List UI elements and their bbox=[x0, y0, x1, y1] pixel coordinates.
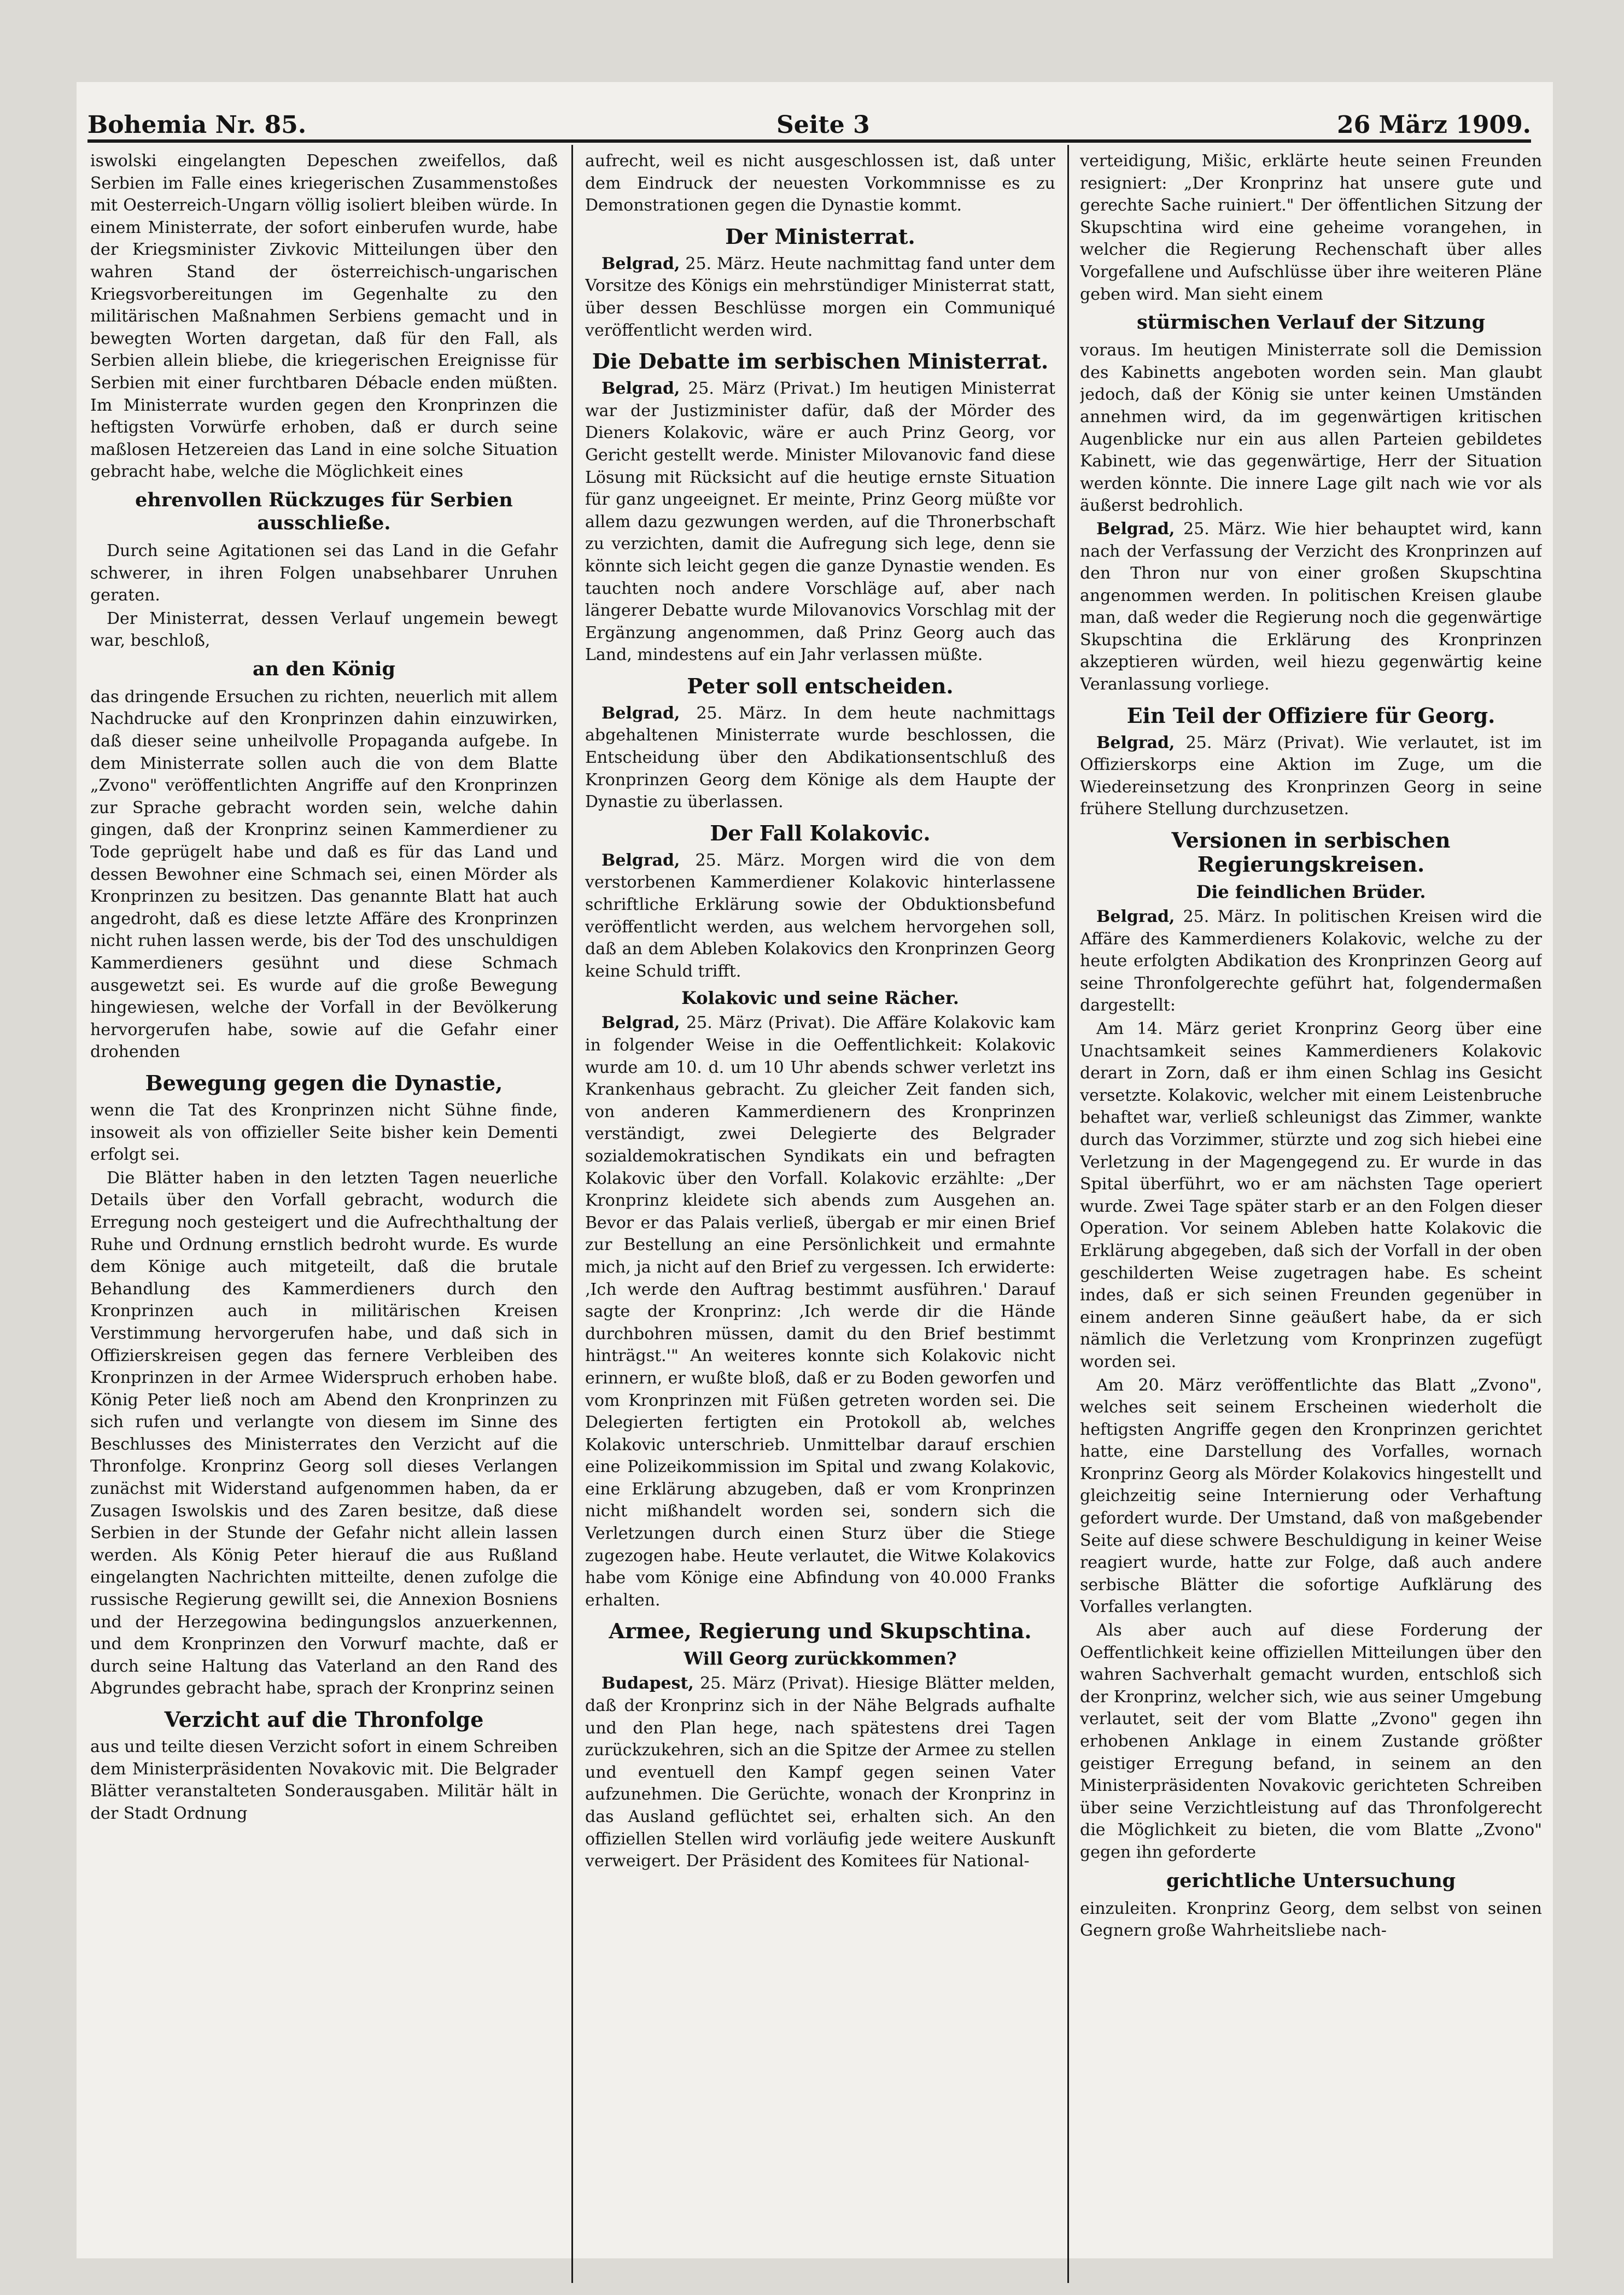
paragraph: das dringende Ersuchen zu richten, neuerlich mit allem Nachdrucke auf den Kronprinzen dahin einzuwirken, daß dieser seine unheilvolle Propaganda aufgebe. In dem Ministerrate sollen auch die von dem Blatte „Zvono" veröffentlichten Angriffe auf den Kronprinzen zur Sprache gebracht worden sein, welche dahin gingen, daß der Kronprinz seinen Kammerdiener zu Tode geprügelt habe und daß es für das Land und dessen Bewohner eine Schmach sei, einen Mörder als Kronprinzen zu besitzen. Das genannte Blatt hat auch angedroht, daß es diese letzte Affäre des Kronprinzen nicht ruhen lassen werde, bis der Tod des unschuldigen Kammerdieners gesühnt und diese Schmach ausgewetzt sei. Es wurde auf die große Bewegung hingewiesen, welche der Vorfall in der Bevölkerung hervorgerufen habe, sowie auf die Gefahr einer drohenden bbox=[90, 687, 558, 1062]
paragraph: Der Ministerrat, dessen Verlauf ungemein bewegt war, beschloß, bbox=[90, 609, 558, 651]
paragraph: iswolski eingelangten Depeschen zweifellos, daß Serbien im Falle eines kriegerischen Zusammenstoßes mit Oesterreich-Ungarn völlig isoliert bleiben würde. In einem Ministerrate, der sofort einberufen wurde, habe der Kriegsminister Zivkovic Mitteilungen über den wahren Stand der österreichisch-ungarischen Kriegsvorbereitungen im Gegenhalte zu den militärischen Maßnahmen Serbiens gemacht und in bewegten Worten dargetan, daß für den Fall, als Serbien allein bliebe, die kriegerischen Ereignisse für Serbien mit einer furchtbaren Débacle enden müßten. Im Ministerrate wurden gegen den Kronprinzen die heftigsten Vorwürfe erhoben, daß er durch seine maßlosen Hetzereien das Land in eine solche Situation gebracht habe, welche die Möglichkeit eines bbox=[90, 151, 558, 482]
paragraph-text: 25. März (Privat.) Im heutigen Ministerrat war der Justizminister dafür, daß der Mörder des Dieners Kolakovic, wäre er auch Prinz Georg, vor Gericht gestellt werde. Minister Milovanovic fand diese Lösung mit Rücksicht auf die heutige ernste Situation für ganz ungeeignet. Er meinte, Prinz Georg müßte vor allem dazu gezwungen werden, auf die Thronerbschaft zu verzichten, damit die Aufregung sich lege, denn sie könnte sich leicht gegen die ganze Dynastie wenden. Es tauchten noch andere Vorschläge auf, aber nach längerer Debatte wurde Milovanovics Vorschlag mit der Ergänzung angenommen, daß Prinz Georg auch das Land, mindestens auf ein Jahr verlassen müßte. bbox=[585, 379, 1055, 665]
section-heading: Verzicht auf die Thronfolge bbox=[164, 1707, 484, 1732]
section-heading: Armee, Regierung und Skupschtina. bbox=[609, 1619, 1032, 1644]
paragraph: verteidigung, Mišic, erklärte heute seinen Freunden resigniert: „Der Kronprinz hat unsere gute und gerechte Sache ruiniert." Der öffentlichen Sitzung der Skupschtina wird eine geheime vorangehen, in welcher die Regierung Rechenschaft über alles Vorgefallene und Aufschlüsse über ihre weiteren Pläne geben wird. Man sieht einem bbox=[1080, 151, 1542, 304]
issue-number: Bohemia Nr. 85. bbox=[87, 111, 307, 139]
section-heading: Ein Teil der Offiziere für Georg. bbox=[1126, 703, 1496, 728]
paragraph: Am 14. März geriet Kronprinz Georg über eine Unachtsamkeit seines Kammerdieners Kolakovic derart in Zorn, daß er ihm einen Schlag ins Gesicht versetzte. Kolakovic, welcher mit einem Leistenbruche behaftet war, verließ schleunigst das Zimmer, wankte durch das Vorzimmer, stürzte und zog sich hiebei eine Verletzung in der Magengegend zu. Er wurde in das Spital überführt, wo er am nächsten Tage operiert wurde. Zwei Tage später starb er an den Folgen dieser Operation. Vor seinem Ableben hatte Kolakovic die Erklärung abgegeben, daß sich der Vorfall in der oben geschilderten Weise zugetragen habe. Es scheint indes, daß er sich seinen Freunden gegenüber in einem anderen Sinne geäußert habe, da er sich nämlich die Verletzung vom Kronprinzen zugefügt worden sei. bbox=[1080, 1019, 1542, 1371]
paragraph-text: 25. März (Privat). Hiesige Blätter melden, daß der Kronprinz sich in der Nähe Belgrads aufhalte und den Plan hege, nach spätestens drei Tagen zurückzukehren, sich an die Spitze der Armee zu stellen und eventuell den Kampf gegen seinen Vater aufzunehmen. Die Gerüchte, wonach der Kronprinz in das Ausland geflüchtet sei, erhalten sich. An den offiziellen Stellen wird vorläufig jede weitere Auskunft verweigert. Der Präsident des Komitees für National- bbox=[585, 1674, 1055, 1871]
paragraph-text: 25. März. In dem heute nachmittags abgehaltenen Ministerrate wurde beschlossen, die Entscheidung über den Abdikationsentschluß des Kronprinzen Georg dem Könige als dem Haupte der Dynastie zu überlassen. bbox=[585, 703, 1055, 812]
dateline: Belgrad, bbox=[601, 254, 680, 273]
paragraph: Als aber auch auf diese Forderung der Oeffentlichkeit keine offiziellen Mitteilungen über den wahren Sachverhalt gemacht wurden, entschloß sich der Kronprinz, welcher sich, wie aus seiner Umgebung verlautet, seit der vom Blatte „Zvono" gegen ihn erhobenen Anklage in einem Zustande größter geistiger Erregung befand, in seinem an den Ministerpräsidenten Novakovic gerichteten Schreiben über seine Verzichtleistung auf das Thronfolgerecht die Möglichkeit zu bieten, die vom Blatte „Zvono" gegen ihn geforderte bbox=[1080, 1621, 1542, 1862]
paragraph-text: 25. März. Heute nachmittag fand unter dem Vorsitze des Königs ein mehrstündiger Ministerrat statt, über dessen Beschlüsse morgen ein Communiqué veröffentlicht werden wird. bbox=[585, 254, 1055, 340]
dateline: Belgrad, bbox=[1096, 907, 1175, 927]
paragraph: aufrecht, weil es nicht ausgeschlossen ist, daß unter dem Eindruck der neuesten Vorkommnisse es zu Demonstrationen gegen die Dynastie kommt. bbox=[585, 151, 1055, 215]
page-number: Seite 3 bbox=[776, 111, 870, 139]
paragraph bbox=[1080, 518, 1542, 696]
section-heading: Peter soll entscheiden. bbox=[687, 673, 954, 698]
paragraph bbox=[585, 1673, 1055, 1872]
inline-heading: gerichtliche Untersuchung bbox=[1166, 1869, 1456, 1892]
section-heading: Die Debatte im serbischen Ministerrat. bbox=[592, 349, 1049, 374]
paragraph: Am 20. März veröffentlichte das Blatt „Zvono", welches seit seinem Erscheinen wiederholt die heftigsten Angriffe gegen den Kronprinzen gerichtet hatte, eine Darstellung des Vorfalles, wornach Kronprinz Georg als Mörder Kolakovics hingestellt und gleichzeitig seine Internierung oder Verhaftung gefordert wurde. Der Umstand, daß von maßgebender Seite auf diese schwere Beschuldigung in keiner Weise reagiert wurde, hatte zur Folge, daß auch andere serbische Blätter die sofortige Aufklärung des Vorfalles verlangten. bbox=[1080, 1375, 1542, 1617]
paragraph-text: 25. März. Wie hier behauptet wird, kann nach der Verfassung der Verzicht des Kronprinzen auf den Thron nur von einer großen Skupschtina angenommen werden. In politischen Kreisen glaube man, daß weder die Regierung noch die gegenwärtige Skupschtina die Erklärung des Kronprinzen akzeptieren würden, weil hiezu gegenwärtig keine Veranlassung vorliege. bbox=[1080, 519, 1542, 694]
inline-heading: ehrenvollen Rückzuges für Serbien ausschließe. bbox=[135, 488, 513, 534]
paragraph: wenn die Tat des Kronprinzen nicht Sühne finde, insoweit als von offizieller Seite bisher kein Dementi erfolgt sei. bbox=[90, 1100, 558, 1165]
paragraph-text: 25. März. In politischen Kreisen wird die Affäre des Kammerdieners Kolakovic, welche zu der heute erfolgten Abdikation des Kronprinzen Georg auf seine Thronfolgerechte geführt hat, folgendermaßen dargestellt: bbox=[1080, 907, 1542, 1015]
header-rule bbox=[87, 139, 1531, 143]
paragraph-text: 25. März. Morgen wird die von dem verstorbenen Kammerdiener Kolakovic hinterlassene schriftliche Erklärung sowie der Obduktionsbefund veröffentlicht werden, aus welchem hervorgehen soll, daß an dem Ableben Kolakovics den Kronprinzen Georg keine Schuld trifft. bbox=[585, 850, 1055, 981]
section-heading: Der Ministerrat. bbox=[725, 224, 915, 249]
sub-heading: Kolakovic und seine Rächer. bbox=[681, 988, 959, 1009]
dateline: Belgrad, bbox=[601, 379, 680, 399]
paragraph: Durch seine Agitationen sei das Land in die Gefahr schwerer, in ihren Folgen unabsehbarer Unruhen geraten. bbox=[90, 541, 558, 605]
paragraph: aus und teilte diesen Verzicht sofort in einem Schreiben dem Ministerpräsidenten Novakovic mit. Die Belgrader Blätter veranstalteten Sonderausgaben. Militär hält in der Stadt Ordnung bbox=[90, 1737, 558, 1823]
inline-heading: an den König bbox=[253, 657, 395, 680]
page-header bbox=[87, 101, 1531, 150]
paragraph bbox=[585, 1012, 1055, 1611]
column-3 bbox=[1080, 150, 1542, 2283]
paragraph bbox=[1080, 732, 1542, 821]
dateline: Belgrad, bbox=[601, 703, 680, 723]
paragraph-text: 25. März (Privat). Wie verlautet, ist im Offizierskorps eine Aktion im Zuge, um die Wiedereinsetzung des Kronprinzen Georg in seine frühere Stellung durchzusetzen. bbox=[1080, 733, 1542, 819]
dateline: Belgrad, bbox=[1096, 733, 1175, 752]
sub-heading: Die feindlichen Brüder. bbox=[1196, 881, 1426, 903]
inline-heading: stürmischen Verlauf der Sitzung bbox=[1136, 311, 1486, 334]
paragraph bbox=[585, 850, 1055, 983]
paragraph bbox=[585, 703, 1055, 814]
column-divider bbox=[571, 145, 573, 2283]
paragraph: einzuleiten. Kronprinz Georg, dem selbst von seinen Gegnern große Wahrheitsliebe nach- bbox=[1080, 1899, 1542, 1941]
dateline: Belgrad, bbox=[601, 850, 680, 870]
paragraph-text: 25. März (Privat). Die Affäre Kolakovic kam in folgender Weise in die Oeffentlichkeit: Kolakovic wurde am 10. d. um 10 Uhr abends schwer verletzt ins Krankenhaus gebracht. Zu gleicher Zeit fanden sich, von anderen Kammerdienern des Kronprinzen verständigt, zwei Delegierte des Belgrader sozialdemokratischen Syndikats ein und befragten Kolakovic über den Vorfall. Kolakovic erzählte: „Der Kronprinz kleidete sich abends zum Ausgehen an. Bevor er das Palais verließ, übergab er mir einen Brief zur Bestellung an eine Persönlichkeit und ermahnte mich, ja nicht auf den Brief zu vergessen. Ich erwiderte: ‚Ich werde den Auftrag bestimmt ausführen.' Darauf sagte der Kronprinz: ‚Ich werde dir die Hände durchbohren müssen, damit du den Brief bestimmt hinträgst.'" An weiteres konnte sich Kolakovic nicht erinnern, er wußte bloß, daß er zu Boden geworfen und vom Kronprinzen mit Füßen getreten worden sei. Die Delegierten fertigten ein Protokoll ab, welches Kolakovic unterschrieb. Unmittelbar darauf erschien eine Polizeikommission im Spital und zwang Kolakovic, eine Erklärung abzugeben, daß er vom Kronprinzen nicht mißhandelt worden sei, sondern sich die Verletzungen durch einen Sturz über die Stiege zugezogen habe. Heute verlautet, die Witwe Kolakovics habe vom Könige eine Abfindung von 40.000 Franks erhalten. bbox=[585, 1013, 1055, 1610]
paragraph bbox=[1080, 906, 1542, 1017]
column-2 bbox=[585, 150, 1055, 2283]
dateline: Belgrad, bbox=[1096, 519, 1175, 539]
column-divider bbox=[1067, 145, 1069, 2283]
column-1 bbox=[90, 150, 558, 2283]
paragraph: voraus. Im heutigen Ministerrate soll die Demission des Kabinetts angeboten worden sein. Man glaubt jedoch, daß der König sie unter keinen Umständen annehmen wird, da im gegenwärtigen kritischen Augenblicke nur ein aus allen Parteien gebildetes Kabinett, wie das gegenwärtige, Herr der Situation werden könnte. Die innere Lage gilt nach wie vor als äußerst bedrohlich. bbox=[1080, 341, 1542, 516]
section-heading: Versionen in serbischen Regierungskreisen. bbox=[1171, 828, 1451, 877]
paragraph bbox=[585, 253, 1055, 342]
issue-date: 26 März 1909. bbox=[1336, 111, 1531, 139]
dateline: Belgrad, bbox=[601, 1013, 680, 1033]
section-heading: Bewegung gegen die Dynastie, bbox=[145, 1070, 503, 1095]
section-heading: Der Fall Kolakovic. bbox=[710, 820, 931, 845]
paragraph: Die Blätter haben in den letzten Tagen neuerliche Details über den Vorfall gebracht, wodurch die Erregung noch gesteigert und die Aufrechthaltung der Ruhe und Ordnung ernstlich bedroht wurde. Es wurde dem Könige auch mitgeteilt, daß die brutale Behandlung des Kammerdieners durch den Kronprinzen auch in militärischen Kreisen Verstimmung hervorgerufen habe, und daß sich in Offizierskreisen gegen das fernere Verbleiben des Kronprinzen in der Armee Widerspruch erhoben habe. König Peter ließ noch am Abend den Kronprinzen zu sich rufen und verlangte von diesem im Sinne des Beschlusses des Ministerrates den Verzicht auf die Thronfolge. Kronprinz Georg soll dieses Verlangen zunächst mit Widerstand aufgenommen haben, da er Zusagen Iswolskis und des Zaren besitze, daß diese Serbien in der Stunde der Gefahr nicht allein lassen werden. Als König Peter hierauf die aus Rußland eingelangten Nachrichten mitteilte, denen zufolge die russische Regierung gewillt sei, die Annexion Bosniens und der Herzegowina bedingungslos anzuerkennen, und dem Kronprinzen den Vorwurf machte, daß er durch seine Haltung das Vaterland an den Rand des Abgrundes gebracht habe, sprach der Kronprinz seinen bbox=[90, 1168, 558, 1698]
sub-heading: Will Georg zurückkommen? bbox=[684, 1648, 957, 1669]
paragraph bbox=[585, 378, 1055, 667]
dateline: Budapest, bbox=[601, 1674, 694, 1693]
